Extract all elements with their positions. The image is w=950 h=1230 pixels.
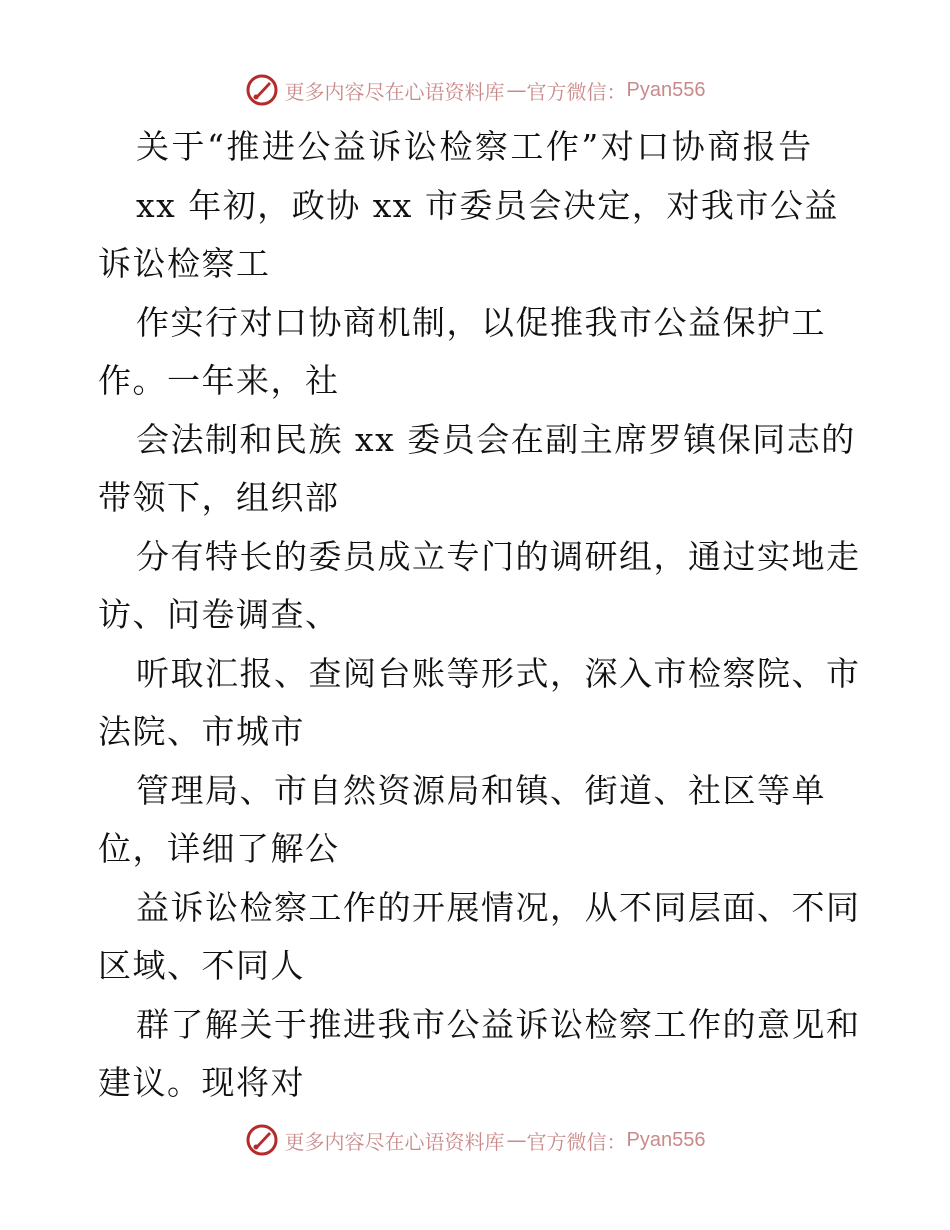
- banner-separator: —: [506, 78, 525, 102]
- paragraph-line: 建议。现将对: [98, 1063, 305, 1102]
- header-banner: [0, 70, 950, 110]
- document-title: 关于“推进公益诉讼检察工作”对口协商报告: [136, 127, 814, 166]
- quill-logo-icon: [245, 73, 279, 107]
- banner-main-text: 更多内容尽在心语资料库: [284, 1129, 505, 1154]
- paragraph-line: xx 年初，政协 xx 市委员会决定，对我市公益: [136, 185, 839, 225]
- banner-wechat-id: Pyan556: [626, 78, 706, 101]
- document-body: [98, 118, 861, 1113]
- quill-logo-icon: [245, 1123, 279, 1157]
- paragraph-line: 分有特长的委员成立专门的调研组，通过实地走: [136, 536, 861, 576]
- banner-wechat-label: 官方微信：: [526, 1129, 627, 1154]
- paragraph-line: 群了解关于推进我市公益诉讼检察工作的意见和: [136, 1004, 861, 1044]
- banner-wechat-label: 官方微信：: [526, 79, 627, 104]
- banner-wechat-id: Pyan556: [626, 1128, 706, 1151]
- paragraph-line: 作。一年来，社: [98, 361, 340, 400]
- paragraph-line: 管理局、市自然资源局和镇、街道、社区等单: [136, 770, 826, 810]
- paragraph-line: 听取汇报、查阅台账等形式，深入市检察院、市: [136, 653, 861, 693]
- paragraph-line: 带领下，组织部: [98, 478, 340, 517]
- paragraph-line: 位，详细了解公: [98, 829, 340, 868]
- paragraph-line: 区域、不同人: [98, 946, 305, 985]
- paragraph-line: 访、问卷调查、: [98, 595, 340, 634]
- paragraph-line: 法院、市城市: [98, 712, 305, 751]
- paragraph-line: 作实行对口协商机制，以促推我市公益保护工: [136, 302, 826, 342]
- footer-banner: [0, 1120, 950, 1160]
- paragraph-line: 益诉讼检察工作的开展情况，从不同层面、不同: [136, 887, 861, 927]
- paragraph-line: 诉讼检察工: [98, 244, 271, 283]
- banner-main-text: 更多内容尽在心语资料库: [284, 79, 505, 104]
- paragraph-line: 会法制和民族 xx 委员会在副主席罗镇保同志的: [136, 419, 856, 459]
- banner-separator: —: [506, 1128, 525, 1152]
